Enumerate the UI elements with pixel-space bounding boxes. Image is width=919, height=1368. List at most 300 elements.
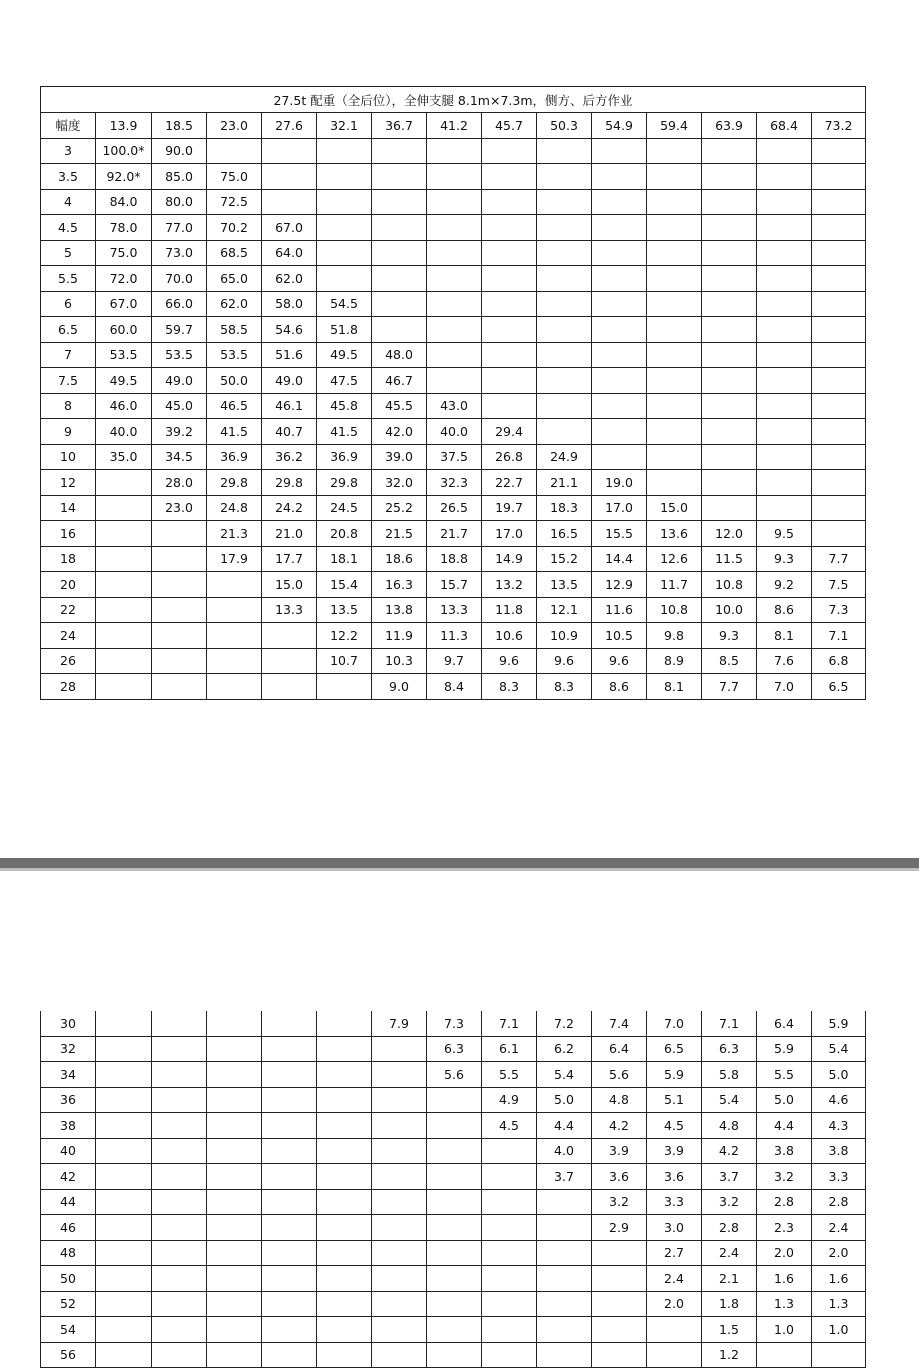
- capacity-cell: [647, 266, 702, 292]
- table-row: [41, 368, 866, 394]
- page-divider: [0, 858, 919, 868]
- capacity-cell: [152, 1087, 207, 1113]
- capacity-cell: [757, 495, 812, 521]
- capacity-cell: [427, 1266, 482, 1292]
- radius-cell: 52: [41, 1291, 96, 1317]
- capacity-cell: 29.8: [207, 470, 262, 496]
- capacity-cell: [96, 1266, 152, 1292]
- capacity-cell: [537, 342, 592, 368]
- capacity-cell: 72.5: [207, 189, 262, 215]
- capacity-cell: [262, 1011, 317, 1036]
- capacity-cell: 19.0: [592, 470, 647, 496]
- capacity-cell: 21.7: [427, 521, 482, 547]
- capacity-cell: 13.3: [262, 597, 317, 623]
- radius-cell: 6.5: [41, 317, 96, 343]
- table-row: [41, 266, 866, 292]
- capacity-cell: [537, 1317, 592, 1343]
- capacity-cell: [152, 572, 207, 598]
- capacity-cell: 8.1: [757, 623, 812, 649]
- capacity-cell: 63.9: [702, 113, 757, 139]
- capacity-cell: [482, 164, 537, 190]
- capacity-cell: 2.0: [812, 1240, 866, 1266]
- capacity-cell: [647, 240, 702, 266]
- capacity-cell: [207, 1342, 262, 1368]
- capacity-cell: [317, 1189, 372, 1215]
- capacity-cell: [262, 1113, 317, 1139]
- capacity-cell: 2.3: [757, 1215, 812, 1241]
- capacity-cell: 5.0: [812, 1062, 866, 1088]
- table-row: [41, 444, 866, 470]
- capacity-cell: [207, 674, 262, 700]
- radius-cell: 10: [41, 444, 96, 470]
- capacity-cell: 59.7: [152, 317, 207, 343]
- capacity-cell: 3.3: [647, 1189, 702, 1215]
- capacity-cell: [427, 291, 482, 317]
- radius-cell: 8: [41, 393, 96, 419]
- capacity-cell: [592, 342, 647, 368]
- capacity-cell: [812, 419, 866, 445]
- capacity-cell: 3.2: [702, 1189, 757, 1215]
- capacity-cell: 12.1: [537, 597, 592, 623]
- capacity-cell: 7.6: [757, 648, 812, 674]
- capacity-cell: [812, 495, 866, 521]
- capacity-cell: 9.6: [592, 648, 647, 674]
- capacity-cell: [537, 368, 592, 394]
- capacity-cell: [427, 266, 482, 292]
- capacity-cell: [317, 1011, 372, 1036]
- capacity-cell: 7.7: [702, 674, 757, 700]
- table-row: [41, 1342, 866, 1368]
- capacity-cell: [152, 1266, 207, 1292]
- capacity-cell: [482, 1138, 537, 1164]
- capacity-cell: [647, 1342, 702, 1368]
- capacity-cell: [812, 189, 866, 215]
- table-row: [41, 1011, 866, 1036]
- table-row: [41, 1291, 866, 1317]
- capacity-cell: [757, 1342, 812, 1368]
- capacity-cell: [262, 648, 317, 674]
- capacity-cell: [207, 1113, 262, 1139]
- capacity-cell: 54.9: [592, 113, 647, 139]
- capacity-cell: 10.5: [592, 623, 647, 649]
- capacity-cell: 3.9: [592, 1138, 647, 1164]
- radius-cell: 28: [41, 674, 96, 700]
- capacity-cell: 26.5: [427, 495, 482, 521]
- capacity-cell: [482, 1164, 537, 1190]
- capacity-cell: 24.2: [262, 495, 317, 521]
- table-row: [41, 546, 866, 572]
- capacity-cell: 27.6: [262, 113, 317, 139]
- capacity-cell: 46.5: [207, 393, 262, 419]
- capacity-cell: [152, 1011, 207, 1036]
- capacity-cell: [702, 368, 757, 394]
- capacity-cell: [647, 368, 702, 394]
- capacity-cell: [96, 1189, 152, 1215]
- capacity-cell: [372, 1240, 427, 1266]
- capacity-cell: 4.9: [482, 1087, 537, 1113]
- capacity-cell: 36.2: [262, 444, 317, 470]
- capacity-cell: 3.9: [647, 1138, 702, 1164]
- capacity-cell: 15.5: [592, 521, 647, 547]
- capacity-cell: [152, 674, 207, 700]
- table-title: 27.5t 配重（全后位），全伸支腿 8.1m×7.3m，侧方、后方作业: [41, 87, 866, 113]
- capacity-cell: [757, 291, 812, 317]
- capacity-cell: 3.3: [812, 1164, 866, 1190]
- capacity-cell: 41.2: [427, 113, 482, 139]
- capacity-cell: 36.9: [317, 444, 372, 470]
- capacity-cell: 10.0: [702, 597, 757, 623]
- capacity-cell: 4.4: [757, 1113, 812, 1139]
- capacity-cell: 1.3: [757, 1291, 812, 1317]
- capacity-cell: 46.0: [96, 393, 152, 419]
- page-divider-shadow: [0, 868, 919, 871]
- table-row: [41, 291, 866, 317]
- capacity-cell: 17.9: [207, 546, 262, 572]
- capacity-cell: [647, 444, 702, 470]
- radius-cell: 3.5: [41, 164, 96, 190]
- table-row: [41, 419, 866, 445]
- capacity-cell: 70.0: [152, 266, 207, 292]
- radius-cell: 20: [41, 572, 96, 598]
- capacity-cell: 5.8: [702, 1062, 757, 1088]
- capacity-cell: [262, 138, 317, 164]
- capacity-cell: 49.5: [96, 368, 152, 394]
- capacity-cell: [372, 1317, 427, 1343]
- capacity-cell: 4.5: [482, 1113, 537, 1139]
- capacity-cell: 24.9: [537, 444, 592, 470]
- capacity-cell: 11.7: [647, 572, 702, 598]
- capacity-cell: 51.8: [317, 317, 372, 343]
- capacity-cell: [262, 164, 317, 190]
- capacity-cell: 5.6: [592, 1062, 647, 1088]
- capacity-cell: 9.5: [757, 521, 812, 547]
- capacity-cell: 5.4: [702, 1087, 757, 1113]
- capacity-cell: 15.2: [537, 546, 592, 572]
- capacity-cell: [317, 240, 372, 266]
- capacity-cell: [372, 240, 427, 266]
- capacity-cell: [647, 317, 702, 343]
- capacity-cell: 84.0: [96, 189, 152, 215]
- capacity-cell: 16.3: [372, 572, 427, 598]
- capacity-cell: [427, 1240, 482, 1266]
- capacity-cell: [482, 291, 537, 317]
- capacity-cell: 4.2: [702, 1138, 757, 1164]
- capacity-cell: 7.2: [537, 1011, 592, 1036]
- capacity-cell: 67.0: [96, 291, 152, 317]
- capacity-cell: 11.6: [592, 597, 647, 623]
- capacity-cell: [592, 1317, 647, 1343]
- capacity-cell: [152, 546, 207, 572]
- capacity-cell: 10.7: [317, 648, 372, 674]
- radius-cell: 54: [41, 1317, 96, 1343]
- capacity-cell: 49.0: [262, 368, 317, 394]
- capacity-cell: [372, 189, 427, 215]
- capacity-cell: 47.5: [317, 368, 372, 394]
- capacity-cell: [152, 1342, 207, 1368]
- radius-cell: 7.5: [41, 368, 96, 394]
- capacity-cell: [317, 1342, 372, 1368]
- capacity-cell: 5.0: [757, 1087, 812, 1113]
- capacity-cell: [812, 215, 866, 241]
- capacity-cell: 9.6: [537, 648, 592, 674]
- table-row: [41, 1062, 866, 1088]
- capacity-cell: [592, 266, 647, 292]
- capacity-cell: [262, 1062, 317, 1088]
- capacity-cell: [427, 317, 482, 343]
- capacity-cell: 29.8: [262, 470, 317, 496]
- capacity-cell: [482, 1240, 537, 1266]
- capacity-cell: [592, 444, 647, 470]
- capacity-cell: [537, 215, 592, 241]
- capacity-cell: 18.8: [427, 546, 482, 572]
- capacity-cell: [372, 291, 427, 317]
- capacity-cell: [592, 1342, 647, 1368]
- capacity-cell: [207, 623, 262, 649]
- capacity-cell: [207, 1164, 262, 1190]
- capacity-cell: [592, 189, 647, 215]
- table-row: [41, 138, 866, 164]
- capacity-cell: 73.2: [812, 113, 866, 139]
- capacity-cell: [317, 1036, 372, 1062]
- capacity-cell: [317, 1113, 372, 1139]
- capacity-cell: [647, 342, 702, 368]
- capacity-cell: 5.9: [647, 1062, 702, 1088]
- capacity-cell: 9.8: [647, 623, 702, 649]
- capacity-cell: [702, 419, 757, 445]
- capacity-cell: 34.5: [152, 444, 207, 470]
- capacity-cell: 40.0: [427, 419, 482, 445]
- capacity-cell: [96, 674, 152, 700]
- capacity-cell: [647, 189, 702, 215]
- capacity-cell: [537, 291, 592, 317]
- table-row: [41, 1189, 866, 1215]
- capacity-cell: 2.7: [647, 1240, 702, 1266]
- capacity-cell: [262, 674, 317, 700]
- capacity-cell: 3.2: [592, 1189, 647, 1215]
- capacity-cell: [262, 1266, 317, 1292]
- capacity-cell: 25.2: [372, 495, 427, 521]
- capacity-cell: 1.6: [812, 1266, 866, 1292]
- capacity-cell: 11.3: [427, 623, 482, 649]
- capacity-cell: [427, 1164, 482, 1190]
- capacity-cell: [262, 1189, 317, 1215]
- capacity-cell: [537, 1291, 592, 1317]
- capacity-cell: [372, 317, 427, 343]
- capacity-cell: [372, 1189, 427, 1215]
- capacity-cell: 6.3: [427, 1036, 482, 1062]
- capacity-cell: [482, 215, 537, 241]
- capacity-cell: 77.0: [152, 215, 207, 241]
- capacity-cell: 3.2: [757, 1164, 812, 1190]
- capacity-cell: 3.7: [702, 1164, 757, 1190]
- capacity-cell: [427, 164, 482, 190]
- capacity-cell: [482, 1317, 537, 1343]
- capacity-cell: 29.4: [482, 419, 537, 445]
- capacity-cell: 19.7: [482, 495, 537, 521]
- capacity-cell: [96, 1036, 152, 1062]
- capacity-cell: 7.1: [812, 623, 866, 649]
- capacity-cell: 4.2: [592, 1113, 647, 1139]
- capacity-cell: [207, 1036, 262, 1062]
- capacity-cell: [482, 240, 537, 266]
- capacity-cell: [152, 597, 207, 623]
- capacity-cell: [317, 1266, 372, 1292]
- table-row: [41, 393, 866, 419]
- capacity-cell: [427, 1087, 482, 1113]
- table-row: [41, 521, 866, 547]
- capacity-cell: 62.0: [207, 291, 262, 317]
- capacity-cell: 13.3: [427, 597, 482, 623]
- capacity-cell: 6.4: [592, 1036, 647, 1062]
- table-row: [41, 1036, 866, 1062]
- capacity-cell: 6.4: [757, 1011, 812, 1036]
- capacity-cell: [372, 266, 427, 292]
- capacity-cell: 4.3: [812, 1113, 866, 1139]
- capacity-cell: [812, 393, 866, 419]
- capacity-cell: [482, 138, 537, 164]
- capacity-cell: 1.2: [702, 1342, 757, 1368]
- capacity-cell: 4.8: [702, 1113, 757, 1139]
- capacity-cell: [96, 1240, 152, 1266]
- capacity-cell: 53.5: [207, 342, 262, 368]
- capacity-cell: 1.6: [757, 1266, 812, 1292]
- radius-cell: 14: [41, 495, 96, 521]
- capacity-cell: [537, 164, 592, 190]
- capacity-cell: 8.4: [427, 674, 482, 700]
- capacity-cell: [702, 189, 757, 215]
- table-row: [41, 1240, 866, 1266]
- capacity-cell: 10.8: [647, 597, 702, 623]
- capacity-cell: 4.5: [647, 1113, 702, 1139]
- capacity-cell: 3.6: [647, 1164, 702, 1190]
- capacity-cell: [812, 138, 866, 164]
- capacity-cell: 40.7: [262, 419, 317, 445]
- capacity-cell: 75.0: [96, 240, 152, 266]
- radius-cell: 26: [41, 648, 96, 674]
- capacity-cell: [317, 674, 372, 700]
- capacity-cell: 8.6: [592, 674, 647, 700]
- capacity-cell: [592, 138, 647, 164]
- capacity-cell: [757, 317, 812, 343]
- capacity-cell: 50.3: [537, 113, 592, 139]
- capacity-cell: 5.9: [757, 1036, 812, 1062]
- capacity-cell: 17.7: [262, 546, 317, 572]
- capacity-cell: [537, 1342, 592, 1368]
- capacity-cell: [702, 470, 757, 496]
- radius-cell: 12: [41, 470, 96, 496]
- capacity-cell: [537, 240, 592, 266]
- capacity-cell: [152, 1240, 207, 1266]
- capacity-cell: [207, 1138, 262, 1164]
- capacity-cell: 8.9: [647, 648, 702, 674]
- capacity-cell: 6.2: [537, 1036, 592, 1062]
- capacity-cell: 8.3: [537, 674, 592, 700]
- capacity-cell: 4.8: [592, 1087, 647, 1113]
- capacity-cell: 53.5: [96, 342, 152, 368]
- capacity-cell: [537, 419, 592, 445]
- capacity-cell: 64.0: [262, 240, 317, 266]
- capacity-cell: 49.5: [317, 342, 372, 368]
- capacity-cell: 37.5: [427, 444, 482, 470]
- capacity-cell: [96, 546, 152, 572]
- capacity-cell: 1.5: [702, 1317, 757, 1343]
- capacity-cell: 68.5: [207, 240, 262, 266]
- capacity-cell: [96, 1291, 152, 1317]
- capacity-cell: 58.5: [207, 317, 262, 343]
- capacity-cell: [96, 623, 152, 649]
- capacity-cell: 41.5: [207, 419, 262, 445]
- capacity-cell: [207, 1291, 262, 1317]
- capacity-cell: [812, 164, 866, 190]
- capacity-cell: [482, 1266, 537, 1292]
- capacity-cell: 18.3: [537, 495, 592, 521]
- capacity-cell: 16.5: [537, 521, 592, 547]
- capacity-cell: 78.0: [96, 215, 152, 241]
- capacity-cell: [262, 1342, 317, 1368]
- capacity-cell: 85.0: [152, 164, 207, 190]
- capacity-cell: 72.0: [96, 266, 152, 292]
- capacity-cell: [592, 393, 647, 419]
- radius-cell: 44: [41, 1189, 96, 1215]
- capacity-cell: 51.6: [262, 342, 317, 368]
- capacity-cell: [482, 393, 537, 419]
- capacity-cell: 9.0: [372, 674, 427, 700]
- capacity-cell: [702, 444, 757, 470]
- capacity-cell: 24.8: [207, 495, 262, 521]
- capacity-cell: 45.7: [482, 113, 537, 139]
- capacity-cell: [812, 368, 866, 394]
- capacity-cell: 2.8: [757, 1189, 812, 1215]
- capacity-cell: [262, 189, 317, 215]
- radius-cell: 3: [41, 138, 96, 164]
- capacity-cell: [317, 1291, 372, 1317]
- capacity-cell: [757, 215, 812, 241]
- capacity-cell: 32.1: [317, 113, 372, 139]
- capacity-cell: [207, 572, 262, 598]
- capacity-cell: [152, 1189, 207, 1215]
- capacity-cell: 2.1: [702, 1266, 757, 1292]
- table-row: [41, 597, 866, 623]
- capacity-cell: 17.0: [592, 495, 647, 521]
- capacity-cell: 70.2: [207, 215, 262, 241]
- capacity-cell: [372, 1164, 427, 1190]
- capacity-cell: 6.8: [812, 648, 866, 674]
- capacity-cell: 58.0: [262, 291, 317, 317]
- capacity-cell: 5.9: [812, 1011, 866, 1036]
- capacity-cell: [812, 240, 866, 266]
- capacity-cell: [537, 1215, 592, 1241]
- capacity-cell: [207, 1189, 262, 1215]
- capacity-cell: 7.5: [812, 572, 866, 598]
- capacity-cell: 13.6: [647, 521, 702, 547]
- capacity-cell: 4.6: [812, 1087, 866, 1113]
- radius-cell: 4: [41, 189, 96, 215]
- capacity-cell: 4.0: [537, 1138, 592, 1164]
- radius-cell: 36: [41, 1087, 96, 1113]
- capacity-cell: [372, 164, 427, 190]
- capacity-cell: 7.3: [812, 597, 866, 623]
- capacity-cell: [647, 419, 702, 445]
- capacity-cell: 8.3: [482, 674, 537, 700]
- capacity-cell: [372, 1113, 427, 1139]
- capacity-cell: 2.8: [702, 1215, 757, 1241]
- capacity-cell: [317, 1317, 372, 1343]
- capacity-cell: [372, 1062, 427, 1088]
- capacity-cell: 60.0: [96, 317, 152, 343]
- capacity-cell: [482, 368, 537, 394]
- capacity-cell: [96, 1087, 152, 1113]
- capacity-cell: 7.9: [372, 1011, 427, 1036]
